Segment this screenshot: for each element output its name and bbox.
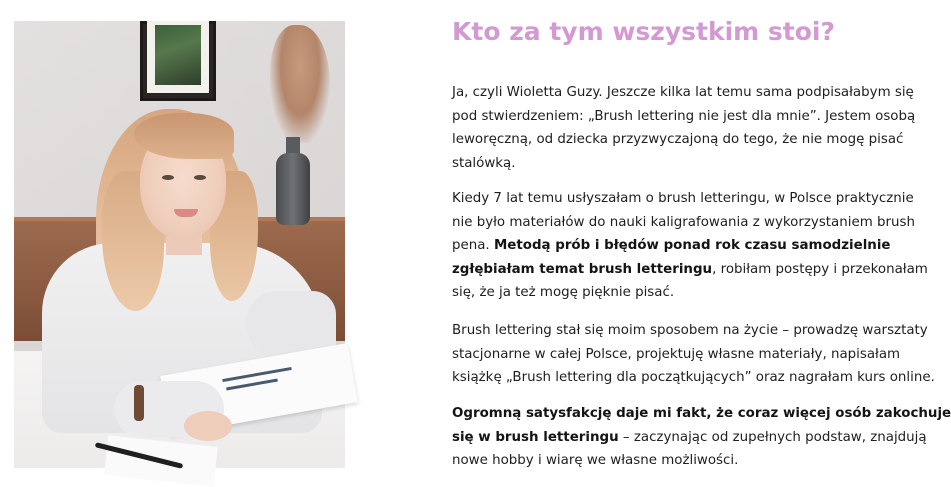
- paragraph-line: [452, 402, 951, 426]
- paragraph-satisfaction: [452, 402, 951, 473]
- body-text: książkę „Brush lettering dla początkujących” oraz nagrałam kurs online.: [452, 370, 935, 386]
- body-text: Ja, czyli Wioletta Guzy. Jeszcze kilka lat temu sama podpisałabym się: [452, 85, 914, 100]
- photo-vase: [276, 153, 310, 225]
- paragraph-line: [452, 81, 914, 105]
- paragraph-line: [452, 281, 892, 305]
- paragraph-line: [452, 258, 928, 282]
- body-text: stacjonarne w całej Polsce, projektuję własne materiały, napisałam: [452, 346, 901, 362]
- paragraph-line: [452, 426, 927, 450]
- body-text: się, że ja też mogę pięknie pisać.: [452, 285, 675, 301]
- paragraph-story: [452, 187, 928, 305]
- photo-eye-left: [162, 175, 174, 180]
- paragraph-line: [452, 152, 892, 176]
- paragraph-line: [452, 105, 916, 129]
- photo-dried-flowers: [270, 25, 330, 143]
- photo-eye-right: [194, 175, 206, 180]
- body-text: – zaczynając od zupełnych podstaw, znajdują: [618, 429, 927, 445]
- emphasized-text: zgłębiałam temat brush letteringu: [452, 261, 713, 277]
- body-text: pena.: [452, 238, 494, 254]
- paragraph-career: [452, 319, 935, 390]
- paragraph-line: [452, 319, 928, 343]
- body-text: Brush lettering stał się moim sposobem na życie – prowadzę warsztaty: [452, 323, 928, 338]
- body-text: , robiłam postępy i przekonałam: [712, 261, 928, 277]
- body-text: stalówką.: [452, 155, 516, 171]
- body-text: nie było materiałów do nauki kaligrafowania z wykorzystaniem brush: [452, 214, 915, 230]
- about-text-column: [452, 10, 951, 469]
- photo-frame-art: [155, 25, 201, 85]
- emphasized-text: się w brush letteringu: [452, 429, 619, 445]
- emphasized-text: Ogromną satysfakcję daje mi fakt, że coraz więcej osób zakochuje: [452, 406, 951, 421]
- body-text: leworęczną, od dziecka przyzwyczajoną do tego, że nie mogę pisać: [452, 132, 904, 148]
- photo-bracelet: [134, 385, 144, 421]
- paragraph-line: [452, 449, 892, 473]
- body-text: nowe hobby i wiarę we własne możliwości.: [452, 453, 739, 469]
- paragraph-line: [452, 234, 892, 258]
- photo-hand-left: [184, 411, 232, 441]
- paragraph-line: [452, 366, 935, 390]
- emphasized-text: Metodą prób i błędów ponad rok czasu samodzielnie: [493, 238, 891, 254]
- paragraph-line: [452, 187, 914, 211]
- section-heading: Kto za tym wszystkim stoi?: [452, 17, 836, 46]
- paragraph-line: [452, 343, 901, 367]
- body-text: Kiedy 7 lat temu usłyszałam o brush letteringu, w Polsce praktycznie: [452, 191, 914, 206]
- paragraph-line: [452, 128, 904, 152]
- body-text: pod stwierdzeniem: „Brush lettering nie jest dla mnie”. Jestem osobą: [452, 108, 916, 124]
- paragraph-intro: [452, 81, 916, 175]
- paragraph-line: [452, 211, 915, 235]
- author-photo: [14, 21, 345, 468]
